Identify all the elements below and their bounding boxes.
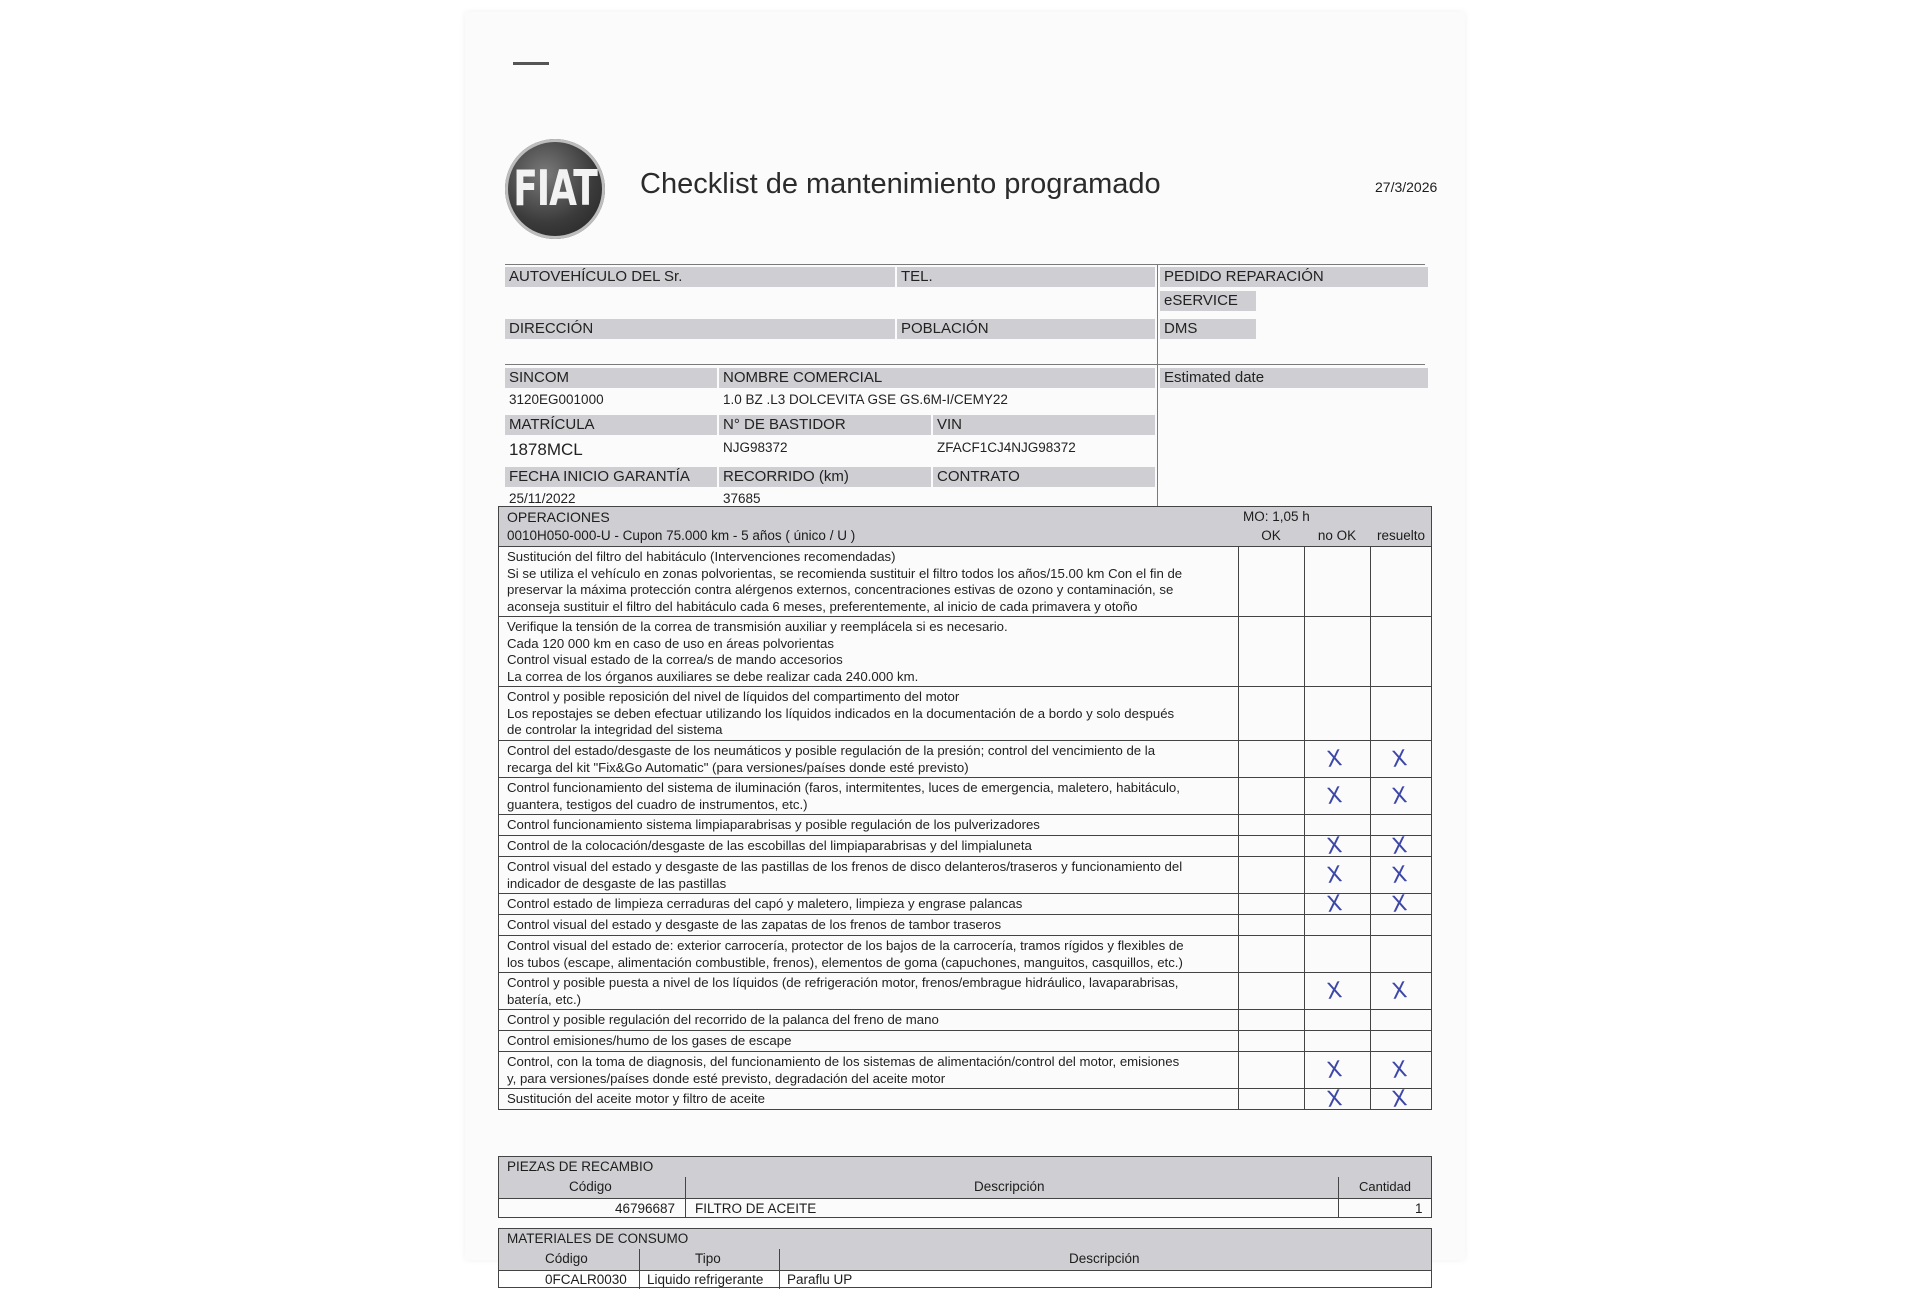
operation-line: Control del estado/desgaste de los neumáticos y posible regulación de la presión; control del vencimiento de la	[507, 743, 1156, 758]
fiat-logo-icon	[505, 139, 605, 239]
operations-header	[498, 506, 1432, 547]
column-divider	[1370, 857, 1371, 893]
part-desc: FILTRO DE ACEITE	[695, 1201, 817, 1216]
material-code: 0FCALR0030	[545, 1272, 627, 1287]
operation-text	[507, 938, 1217, 971]
column-divider	[1370, 915, 1371, 935]
divider	[505, 264, 1425, 265]
sincom-label: SINCOM	[505, 368, 717, 388]
divider	[685, 1177, 686, 1218]
operation-line: Cada 120 000 km en caso de uso en áreas polvorientas	[507, 635, 834, 651]
column-divider	[1370, 973, 1371, 1009]
col-resolved: resuelto	[1376, 528, 1426, 543]
operation-text	[507, 780, 1217, 813]
column-divider	[1238, 1052, 1239, 1088]
column-divider	[1370, 894, 1371, 914]
operation-text	[507, 975, 1217, 1008]
column-divider	[1304, 687, 1305, 740]
divider	[1157, 364, 1158, 514]
operation-row	[499, 973, 1431, 1010]
materials-title: MATERIALES DE CONSUMO	[507, 1231, 689, 1246]
divider	[505, 364, 1425, 365]
parts-col-code: Código	[569, 1179, 612, 1194]
resolved-checkmark: X	[1390, 833, 1409, 860]
operation-text	[507, 619, 1217, 685]
logo-text: FIAT	[513, 161, 597, 217]
labor-time: MO: 1,05 h	[1243, 509, 1310, 524]
operation-row	[499, 857, 1431, 894]
column-divider	[1304, 778, 1305, 814]
document-sheet	[465, 12, 1465, 1287]
operation-row	[499, 617, 1431, 687]
materials-col-code: Código	[545, 1251, 588, 1266]
operation-line: Control funcionamiento del sistema de iluminación (faros, intermitentes, luces de emergencia, maletero, habitáculo,	[507, 780, 1180, 795]
operation-row	[499, 687, 1431, 741]
column-divider	[1370, 836, 1371, 856]
address-label: DIRECCIÓN	[505, 319, 895, 339]
column-divider	[1238, 1031, 1239, 1051]
parts-table	[498, 1156, 1432, 1218]
order-label: PEDIDO REPARACIÓN	[1160, 267, 1428, 287]
nook-checkmark: X	[1325, 782, 1344, 810]
column-divider	[1304, 741, 1305, 777]
material-desc: Paraflu UP	[787, 1272, 853, 1287]
commercial-name-value: 1.0 BZ .L3 DOLCEVITA GSE GS.6M-I/CEMY22	[723, 392, 1008, 407]
operation-line: Control estado de limpieza cerraduras del capó y maletero, limpieza y engrase palancas	[507, 896, 1023, 911]
operation-line: indicador de desgaste de las pastillas	[507, 875, 727, 891]
operation-line: los tubos (escape, alimentación combustible, frenos), elementos de goma (capuchones, manguitos, casquillos, etc.)	[507, 954, 1183, 970]
resolved-checkmark: X	[1390, 1056, 1409, 1084]
operation-row	[499, 741, 1431, 778]
column-divider	[1370, 778, 1371, 814]
operation-row	[499, 891, 1431, 918]
operation-line: Los repostajes se deben efectuar utilizando los líquidos indicados en la documentación de a bordo y solo después	[507, 705, 1175, 721]
operation-line: batería, etc.)	[507, 991, 582, 1007]
operation-text	[507, 549, 1217, 615]
divider	[1338, 1177, 1339, 1218]
column-divider	[1238, 936, 1239, 972]
operation-line: Control de la colocación/desgaste de las escobillas del limpiaparabrisas y del limpialuneta	[507, 838, 1032, 853]
nook-checkmark: X	[1325, 977, 1344, 1005]
operation-line: Control visual del estado y desgaste de las pastillas de los frenos de disco delanteros/traseros y funcionamiento del	[507, 859, 1183, 874]
divider	[499, 1198, 1431, 1199]
operation-row	[499, 1031, 1431, 1052]
commercial-name-label: NOMBRE COMERCIAL	[719, 368, 1155, 388]
column-divider	[1238, 894, 1239, 914]
operations-title: OPERACIONES	[507, 509, 610, 525]
operation-line: recarga del kit "Fix&Go Automatic" (para versiones/países donde esté previsto)	[507, 759, 969, 775]
operation-row	[499, 547, 1431, 617]
column-divider	[1238, 687, 1239, 740]
operation-line: preservar la máxima protección contra alérgenos externos, concentraciones estivas de ozono y contaminación, se	[507, 582, 1174, 597]
nook-checkmark: X	[1325, 833, 1344, 860]
operation-line: Sustitución del filtro del habitáculo (Intervenciones recomendadas)	[507, 549, 896, 564]
resolved-checkmark: X	[1390, 745, 1409, 773]
operation-line: aconseja sustituir el filtro del habitáculo cada 6 meses, preferentemente, al inicio de cada primavera y otoño	[507, 598, 1138, 614]
mileage-label: RECORRIDO (km)	[719, 467, 931, 487]
column-divider	[1304, 1052, 1305, 1088]
dms-label: DMS	[1160, 319, 1256, 339]
column-divider	[1304, 815, 1305, 835]
operation-row	[499, 833, 1431, 860]
operation-line: Verifique la tensión de la correa de transmisión auxiliar y reemplácela si es necesario.	[507, 619, 1008, 634]
operation-text	[507, 859, 1217, 892]
operations-rows	[498, 547, 1432, 1113]
city-label: POBLACIÓN	[897, 319, 1155, 339]
column-divider	[1370, 1031, 1371, 1051]
operation-line: Control emisiones/humo de los gases de escape	[507, 1033, 792, 1048]
column-divider	[1304, 857, 1305, 893]
operation-row	[499, 778, 1431, 815]
column-divider	[1304, 936, 1305, 972]
nook-checkmark: X	[1325, 1086, 1344, 1113]
operation-line: Control visual del estado de: exterior carrocería, protector de los bajos de la carrocería, tramos rígidos y flexibles de	[507, 938, 1184, 953]
coupon-label: 0010H050-000-U - Cupon 75.000 km - 5 años ( único / U )	[507, 528, 856, 543]
part-code: 46796687	[615, 1201, 676, 1216]
column-divider	[1238, 741, 1239, 777]
divider	[639, 1249, 640, 1289]
column-divider	[1238, 617, 1239, 686]
resolved-checkmark: X	[1390, 861, 1409, 889]
divider	[1157, 264, 1158, 364]
col-ok: OK	[1261, 528, 1281, 543]
owner-label: AUTOVEHÍCULO DEL Sr.	[505, 267, 895, 287]
column-divider	[1304, 915, 1305, 935]
column-divider	[1238, 1089, 1239, 1109]
vin-label: VIN	[933, 415, 1155, 435]
operation-text	[507, 817, 1217, 834]
warranty-start-value: 25/11/2022	[509, 491, 576, 506]
column-divider	[1304, 1089, 1305, 1109]
divider	[779, 1249, 780, 1289]
column-divider	[1304, 1031, 1305, 1051]
scan-mark	[513, 62, 549, 65]
tel-label: TEL.	[897, 267, 1155, 287]
operation-line: de controlar la integridad del sistema	[507, 722, 723, 737]
column-divider	[1370, 1089, 1371, 1109]
column-divider	[1304, 1010, 1305, 1030]
frame-number-label: N° DE BASTIDOR	[719, 415, 931, 435]
column-divider	[1304, 894, 1305, 914]
operation-row	[499, 936, 1431, 973]
column-divider	[1238, 1010, 1239, 1030]
column-divider	[1238, 836, 1239, 856]
operation-line: Control y posible regulación del recorrido de la palanca del freno de mano	[507, 1012, 939, 1027]
operation-line: Control y posible reposición del nivel de líquidos del compartimento del motor	[507, 689, 960, 704]
resolved-checkmark: X	[1390, 977, 1409, 1005]
materials-col-type: Tipo	[695, 1251, 721, 1266]
operation-row	[499, 915, 1431, 936]
contract-label: CONTRATO	[933, 467, 1155, 487]
operation-text	[507, 689, 1217, 739]
operation-text	[507, 1033, 1217, 1050]
operation-line: y, para versiones/países donde esté previsto, degradación del aceite motor	[507, 1070, 946, 1086]
resolved-checkmark: X	[1390, 782, 1409, 810]
plate-value: 1878MCL	[509, 440, 583, 459]
resolved-checkmark: X	[1390, 891, 1409, 918]
vin-value: ZFACF1CJ4NJG98372	[937, 440, 1076, 455]
nook-checkmark: X	[1325, 861, 1344, 889]
column-divider	[1370, 547, 1371, 616]
operation-row	[499, 1010, 1431, 1031]
column-divider	[1238, 815, 1239, 835]
operation-text	[507, 1012, 1217, 1029]
operation-line: Control visual estado de la correa/s de mando accesorios	[507, 652, 843, 667]
column-divider	[1304, 547, 1305, 616]
operation-text	[507, 838, 1217, 855]
column-divider	[1370, 815, 1371, 835]
column-divider	[1370, 1010, 1371, 1030]
parts-col-desc: Descripción	[974, 1179, 1045, 1194]
operation-text	[507, 917, 1217, 934]
column-divider	[1370, 741, 1371, 777]
operation-line: Si se utiliza el vehículo en zonas polvorientas, se recomienda sustituir el filtro todos los años/15.00 km Con el fin de	[507, 565, 1183, 581]
column-divider	[1370, 687, 1371, 740]
nook-checkmark: X	[1325, 1056, 1344, 1084]
nook-checkmark: X	[1325, 891, 1344, 918]
column-divider	[1370, 617, 1371, 686]
column-divider	[1238, 915, 1239, 935]
materials-table	[498, 1228, 1432, 1288]
col-nook: no OK	[1317, 528, 1357, 543]
operation-text	[507, 743, 1217, 776]
column-divider	[1370, 936, 1371, 972]
operation-text	[507, 1091, 1217, 1108]
operation-row	[499, 1086, 1431, 1113]
sincom-value: 3120EG001000	[509, 392, 604, 407]
column-divider	[1238, 973, 1239, 1009]
operation-line: Control y posible puesta a nivel de los líquidos (de refrigeración motor, frenos/embrague hidráulico, lavaparabrisas,	[507, 975, 1179, 990]
column-divider	[1238, 778, 1239, 814]
nook-checkmark: X	[1325, 745, 1344, 773]
warranty-start-label: FECHA INICIO GARANTÍA	[505, 467, 717, 487]
column-divider	[1304, 617, 1305, 686]
frame-number-value: NJG98372	[723, 440, 788, 455]
parts-title: PIEZAS DE RECAMBIO	[507, 1159, 654, 1174]
operation-line: Control visual del estado y desgaste de las zapatas de los frenos de tambor traseros	[507, 917, 1002, 932]
estimated-date-label: Estimated date	[1160, 368, 1428, 388]
column-divider	[1238, 857, 1239, 893]
operation-text	[507, 1054, 1217, 1087]
operation-row	[499, 815, 1431, 836]
resolved-checkmark: X	[1390, 1086, 1409, 1113]
plate-label: MATRÍCULA	[505, 415, 717, 435]
column-divider	[1304, 973, 1305, 1009]
materials-col-desc: Descripción	[1069, 1251, 1140, 1266]
column-divider	[1238, 547, 1239, 616]
operation-line: La correa de los órganos auxiliares se debe realizar cada 240.000 km.	[507, 668, 919, 684]
operation-text	[507, 896, 1217, 913]
operation-line: Sustitución del aceite motor y filtro de aceite	[507, 1091, 766, 1106]
material-type: Liquido refrigerante	[647, 1272, 764, 1287]
part-qty: 1	[1415, 1201, 1423, 1216]
operation-line: Control funcionamiento sistema limpiaparabrisas y posible regulación de los pulverizadores	[507, 817, 1040, 832]
column-divider	[1370, 1052, 1371, 1088]
mileage-value: 37685	[723, 491, 761, 506]
operation-line: Control, con la toma de diagnosis, del funcionamiento de los sistemas de alimentación/control del motor, emisiones	[507, 1054, 1180, 1069]
operation-row	[499, 1052, 1431, 1089]
operation-line: guantera, testigos del cuadro de instrumentos, etc.)	[507, 796, 808, 812]
document-date: 27/3/2026	[1375, 179, 1438, 195]
eservice-label: eSERVICE	[1160, 291, 1256, 311]
column-divider	[1304, 836, 1305, 856]
parts-col-qty: Cantidad	[1359, 1179, 1412, 1194]
page-title: Checklist de mantenimiento programado	[640, 168, 1161, 200]
